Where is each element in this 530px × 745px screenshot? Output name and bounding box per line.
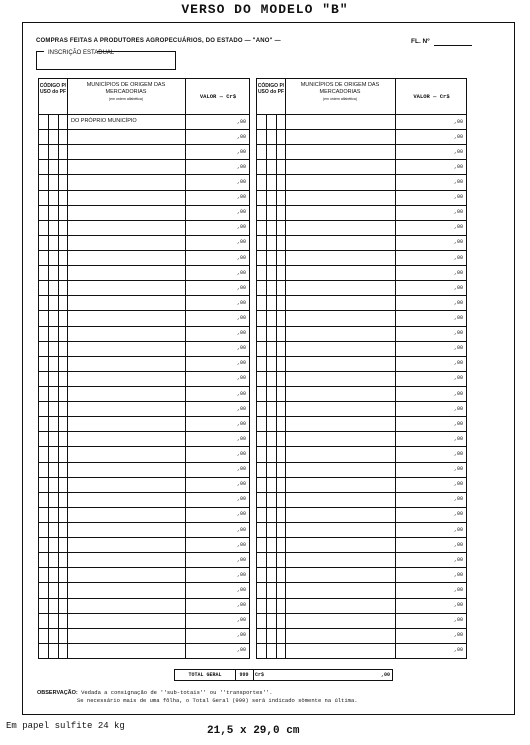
sheet-number-label: FL. Nº <box>411 38 430 45</box>
value-cents: ,00 <box>236 496 246 503</box>
observacao-line-2: Se necessário mais de uma fôlha, o Total Geral (999) será indicado sòmente na última. <box>77 697 358 704</box>
value-cents: ,00 <box>236 345 246 352</box>
table-row[interactable] <box>39 310 249 326</box>
table-row[interactable] <box>39 567 249 583</box>
municipios-table-left <box>38 78 250 659</box>
own-municipality-label: DO PRÓPRIO MUNICÍPIO <box>71 117 137 124</box>
value-cents: ,00 <box>236 390 246 397</box>
value-cents: ,00 <box>453 284 463 291</box>
purchases-heading: COMPRAS FEITAS A PRODUTORES AGROPECUÁRIOS, DO ESTADO — "ANO" — <box>36 38 281 44</box>
value-cents: ,00 <box>453 511 463 518</box>
value-cents: ,00 <box>236 330 246 337</box>
table-row[interactable] <box>39 492 249 508</box>
value-cents: ,00 <box>236 647 246 654</box>
table-header <box>39 79 249 115</box>
value-cents: ,00 <box>453 466 463 473</box>
value-cents: ,00 <box>236 602 246 609</box>
total-currency: Cr$ <box>255 672 265 678</box>
table-row[interactable] <box>39 613 249 629</box>
table-row[interactable] <box>257 492 466 508</box>
value-cents: ,00 <box>236 420 246 427</box>
value-cents: ,00 <box>236 269 246 276</box>
value-cents: ,00 <box>236 405 246 412</box>
observacao-label: OBSERVAÇÃO: <box>37 690 78 696</box>
table-row[interactable] <box>257 598 466 614</box>
codigo-header: CÓDIGO P/ USO do PF <box>257 83 285 95</box>
value-cents: ,00 <box>453 541 463 548</box>
table-header <box>257 79 466 115</box>
municipios-table-right <box>256 78 467 659</box>
inscricao-estadual-box[interactable] <box>36 51 176 70</box>
municipios-note: (em ordem alfabética) <box>108 97 144 101</box>
value-cents: ,00 <box>453 299 463 306</box>
value-cents: ,00 <box>453 390 463 397</box>
value-cents: ,00 <box>236 254 246 261</box>
value-cents: ,00 <box>236 133 246 140</box>
value-cents: ,00 <box>453 420 463 427</box>
table-row[interactable] <box>39 582 249 598</box>
table-row[interactable] <box>39 401 249 417</box>
value-cents: ,00 <box>236 511 246 518</box>
value-cents: ,00 <box>453 586 463 593</box>
table-row[interactable] <box>257 220 466 236</box>
table-row[interactable] <box>257 295 466 311</box>
table-row[interactable] <box>257 174 466 190</box>
table-row[interactable] <box>257 431 466 447</box>
table-rows <box>257 114 466 658</box>
value-cents: ,00 <box>453 435 463 442</box>
table-row[interactable] <box>257 371 466 387</box>
value-cents: ,00 <box>453 254 463 261</box>
table-row[interactable] <box>257 386 466 402</box>
value-cents: ,00 <box>236 450 246 457</box>
value-cents: ,00 <box>453 194 463 201</box>
value-cents: ,00 <box>453 148 463 155</box>
table-row[interactable] <box>39 371 249 387</box>
value-cents: ,00 <box>236 209 246 216</box>
value-cents: ,00 <box>453 178 463 185</box>
value-cents: ,00 <box>453 496 463 503</box>
table-row[interactable] <box>39 643 249 658</box>
municipios-header: MUNICÍPIOS DE ORIGEM DAS MERCADORIAS (em ordem alfabética) <box>285 82 395 103</box>
value-cents: ,00 <box>236 239 246 246</box>
table-row[interactable] <box>39 250 249 266</box>
table-row[interactable] <box>39 628 249 644</box>
value-cents: ,00 <box>236 571 246 578</box>
value-cents: ,00 <box>453 133 463 140</box>
valor-header: VALOR — Cr$ <box>199 93 237 100</box>
value-cents: ,00 <box>453 647 463 654</box>
table-row[interactable] <box>39 446 249 462</box>
value-cents: ,00 <box>453 209 463 216</box>
table-row[interactable] <box>39 522 249 538</box>
value-cents: ,00 <box>236 178 246 185</box>
value-cents: ,00 <box>236 556 246 563</box>
value-cents: ,00 <box>453 345 463 352</box>
value-cents: ,00 <box>453 617 463 624</box>
inscricao-estadual-label: INSCRIÇÃO ESTADUAL <box>48 50 115 56</box>
table-row[interactable] <box>257 114 466 130</box>
value-cents: ,00 <box>453 314 463 321</box>
table-row[interactable] <box>39 174 249 190</box>
table-row[interactable] <box>39 295 249 311</box>
total-cents[interactable]: ,00 <box>380 672 390 678</box>
value-cents: ,00 <box>453 330 463 337</box>
value-cents: ,00 <box>236 617 246 624</box>
table-row[interactable] <box>257 129 466 145</box>
table-rows <box>39 114 249 658</box>
value-cents: ,00 <box>453 602 463 609</box>
paper-size: 21,5 x 29,0 cm <box>207 725 300 737</box>
table-row[interactable] <box>257 537 466 553</box>
table-row[interactable] <box>39 326 249 342</box>
value-cents: ,00 <box>453 526 463 533</box>
value-cents: ,00 <box>236 541 246 548</box>
table-row[interactable] <box>257 205 466 221</box>
table-row[interactable] <box>257 628 466 644</box>
table-row[interactable] <box>257 401 466 417</box>
table-row[interactable] <box>257 507 466 523</box>
value-cents: ,00 <box>236 375 246 382</box>
paper-spec: Em papel sulfite 24 kg <box>6 721 125 731</box>
value-cents: ,00 <box>236 360 246 367</box>
value-cents: ,00 <box>236 224 246 231</box>
table-row[interactable] <box>39 598 249 614</box>
value-cents: ,00 <box>236 481 246 488</box>
value-cents: ,00 <box>453 632 463 639</box>
table-row[interactable] <box>39 356 249 372</box>
table-row[interactable] <box>257 190 466 206</box>
table-row[interactable] <box>39 507 249 523</box>
table-row[interactable] <box>39 220 249 236</box>
value-cents: ,00 <box>236 118 246 125</box>
table-row[interactable] <box>39 431 249 447</box>
table-row[interactable] <box>257 522 466 538</box>
value-cents: ,00 <box>236 526 246 533</box>
table-row[interactable] <box>257 265 466 281</box>
table-row[interactable] <box>257 446 466 462</box>
table-row[interactable] <box>257 280 466 296</box>
valor-header: VALOR — Cr$ <box>413 93 450 100</box>
sheet-number-field[interactable] <box>434 45 472 46</box>
table-row[interactable] <box>257 310 466 326</box>
table-row[interactable] <box>257 613 466 629</box>
table-row[interactable] <box>39 190 249 206</box>
observacao-line-1: Vedada a consignação de ''sub-totais'' ou ''transportes''. <box>81 689 273 696</box>
value-cents: ,00 <box>453 163 463 170</box>
table-row[interactable] <box>257 416 466 432</box>
table-row[interactable] <box>39 205 249 221</box>
value-cents: ,00 <box>453 360 463 367</box>
value-cents: ,00 <box>453 450 463 457</box>
value-cents: ,00 <box>236 299 246 306</box>
table-row[interactable] <box>257 250 466 266</box>
value-cents: ,00 <box>236 314 246 321</box>
table-row[interactable] <box>39 129 249 145</box>
table-row[interactable] <box>257 567 466 583</box>
table-row[interactable] <box>257 235 466 251</box>
table-row[interactable] <box>39 386 249 402</box>
table-row[interactable] <box>257 582 466 598</box>
value-cents: ,00 <box>453 375 463 382</box>
value-cents: ,00 <box>453 269 463 276</box>
table-row[interactable] <box>257 552 466 568</box>
table-row[interactable] <box>39 537 249 553</box>
table-row[interactable] <box>39 477 249 493</box>
value-cents: ,00 <box>453 405 463 412</box>
table-row[interactable] <box>257 462 466 478</box>
value-cents: ,00 <box>453 571 463 578</box>
table-row[interactable] <box>39 144 249 160</box>
codigo-header: CÓDIGO P/ USO do PF <box>39 83 67 95</box>
table-row[interactable] <box>39 235 249 251</box>
observacao-block <box>37 689 358 704</box>
municipios-note: (em ordem alfabética) <box>322 97 358 101</box>
table-row[interactable] <box>39 159 249 175</box>
value-cents: ,00 <box>236 586 246 593</box>
table-row[interactable] <box>257 326 466 342</box>
value-cents: ,00 <box>236 632 246 639</box>
value-cents: ,00 <box>236 163 246 170</box>
value-cents: ,00 <box>453 224 463 231</box>
municipios-header: MUNICÍPIOS DE ORIGEM DAS MERCADORIAS (em ordem alfabética) <box>67 82 185 103</box>
value-cents: ,00 <box>236 194 246 201</box>
table-row[interactable] <box>39 341 249 357</box>
table-row[interactable] <box>257 144 466 160</box>
value-cents: ,00 <box>236 284 246 291</box>
page-title: VERSO DO MODELO "B" <box>181 2 349 17</box>
total-code: 999 <box>239 672 249 678</box>
value-cents: ,00 <box>236 148 246 155</box>
value-cents: ,00 <box>453 556 463 563</box>
total-geral-row <box>174 669 393 681</box>
table-row[interactable] <box>39 265 249 281</box>
value-cents: ,00 <box>453 239 463 246</box>
value-cents: ,00 <box>453 118 463 125</box>
table-row[interactable] <box>257 341 466 357</box>
table-row[interactable] <box>257 159 466 175</box>
table-row[interactable] <box>257 477 466 493</box>
value-cents: ,00 <box>236 435 246 442</box>
value-cents: ,00 <box>236 466 246 473</box>
value-cents: ,00 <box>453 481 463 488</box>
total-label: TOTAL GERAL <box>188 672 222 678</box>
table-row[interactable] <box>39 552 249 568</box>
table-row[interactable] <box>39 114 249 130</box>
table-row[interactable] <box>39 280 249 296</box>
table-row[interactable] <box>257 643 466 658</box>
table-row[interactable] <box>257 356 466 372</box>
table-row[interactable] <box>39 416 249 432</box>
table-row[interactable] <box>39 462 249 478</box>
